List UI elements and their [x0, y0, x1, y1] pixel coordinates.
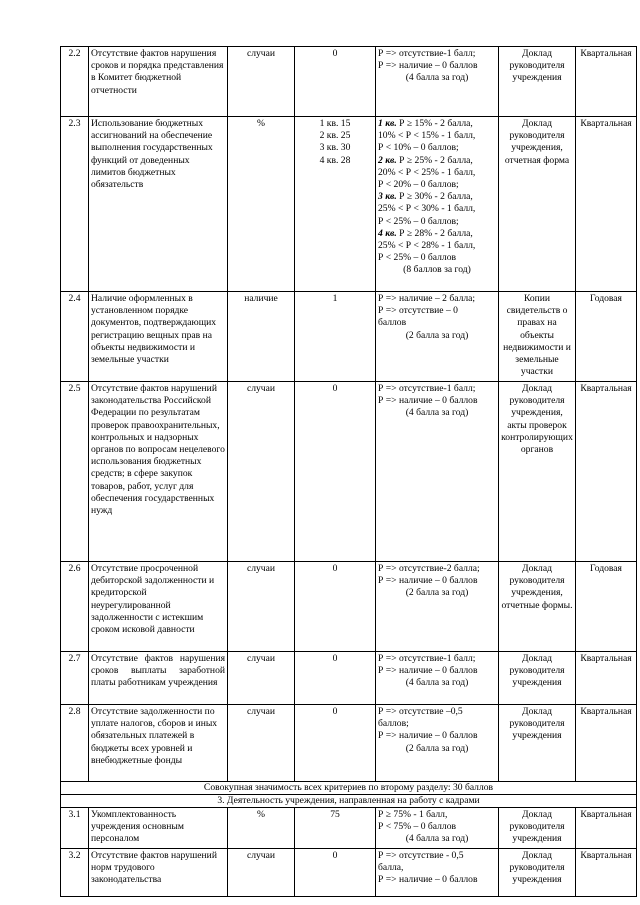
scoring-formula — [376, 292, 499, 382]
section3-heading: 3. Деятельность учреждения, направленная на работу с кадрами — [61, 795, 637, 808]
target-value — [295, 652, 376, 705]
formula-text: Р => наличие – 0 баллов — [378, 60, 478, 72]
table-row — [61, 562, 637, 652]
formula-line — [378, 330, 496, 342]
unit-cell: случаи — [228, 47, 295, 117]
formula-text: Р => наличие – 0 баллов — [378, 874, 478, 886]
target-value — [295, 562, 376, 652]
formula-text: Р ≥ 25% - 2 балла, — [396, 154, 473, 166]
scoring-formula — [376, 562, 499, 652]
criterion-text: Отсутствие просроченной дебиторской задолженности и кредиторской неурегулированной задолженности с истекшим сроком исковой давности — [89, 562, 228, 652]
formula-line — [378, 264, 496, 276]
criterion-text: Укомплектованность учреждения основным персоналом — [89, 808, 228, 849]
table-row — [61, 652, 637, 705]
formula-line — [378, 317, 496, 329]
scoring-formula — [376, 382, 499, 562]
formula-line — [378, 203, 496, 215]
formula-line — [378, 191, 496, 203]
formula-text: баллов; — [378, 718, 409, 730]
formula-line — [378, 216, 496, 228]
reporting-period: Квартальная — [576, 849, 637, 897]
table-row — [61, 849, 637, 897]
formula-line — [378, 48, 496, 60]
row-number: 2.7 — [61, 652, 89, 705]
formula-line — [378, 72, 496, 84]
formula-text: Р < 20% – 0 баллов; — [378, 179, 459, 191]
target-line: 0 — [332, 653, 338, 664]
unit-cell: случаи — [228, 705, 295, 782]
formula-text: Р => отсутствие-1 балл; — [378, 383, 476, 394]
table-row — [61, 705, 637, 782]
formula-text: Р => наличие – 2 балла; — [378, 293, 476, 304]
formula-text: (2 балла за год) — [405, 742, 469, 754]
formula-text: Р < 75% – 0 баллов — [378, 821, 457, 833]
formula-text: (4 балла за год) — [405, 677, 469, 689]
reporting-period: Годовая — [576, 292, 637, 382]
formula-line — [378, 653, 496, 665]
formula-line — [378, 155, 496, 167]
formula-line — [378, 833, 496, 845]
target-line: 0 — [332, 48, 338, 59]
unit-cell: случаи — [228, 562, 295, 652]
formula-text: Р => отсутствие-2 балла; — [378, 563, 480, 574]
formula-text: Р => отсутствие - 0,5 — [378, 850, 464, 861]
formula-line — [378, 383, 496, 395]
scoring-formula — [376, 47, 499, 117]
formula-line — [378, 730, 496, 742]
reporting-period: Квартальная — [576, 382, 637, 562]
formula-text: 25% < Р < 28% - 1 балл, — [378, 240, 476, 252]
formula-text: (4 балла за год) — [405, 72, 469, 84]
target-value — [295, 117, 376, 292]
unit-cell: случаи — [228, 849, 295, 897]
formula-text: балла, — [378, 862, 404, 874]
criterion-text: Наличие оформленных в установленном порядке документов, подтверждающих регистрацию вещных прав на объекты недвижимости и земельные участки — [89, 292, 228, 382]
formula-text: Р ≥ 75% - 1 балл, — [378, 809, 448, 820]
formula-text: (4 балла за год) — [405, 833, 469, 845]
criterion-text: Использование бюджетных ассигнований на обеспечение выполнения государственных функций от доведенных лимитов бюджетных обязательств — [89, 117, 228, 292]
scoring-formula — [376, 808, 499, 849]
formula-text: Р < 25% – 0 баллов — [378, 252, 457, 264]
row-number: 3.1 — [61, 808, 89, 849]
formula-line — [378, 395, 496, 407]
formula-line — [378, 677, 496, 689]
formula-line — [378, 587, 496, 599]
section2-total: Совокупная значимость всех критериев по второму разделу: 30 баллов — [61, 782, 637, 795]
formula-text: 25% < Р < 30% - 1 балл, — [378, 203, 476, 215]
target-line: 0 — [332, 563, 338, 574]
quarter-label: 2 кв. — [378, 154, 397, 166]
source-document: Доклад руководителя учреждения — [499, 652, 576, 705]
formula-line — [378, 179, 496, 191]
target-value — [295, 382, 376, 562]
formula-text: Р < 25% – 0 баллов; — [378, 215, 459, 227]
source-document: Доклад руководителя учреждения — [499, 808, 576, 849]
formula-text: Р ≥ 30% - 2 балла, — [396, 191, 473, 203]
formula-text: 10% < Р < 15% - 1 балл, — [378, 130, 476, 142]
row-number: 2.6 — [61, 562, 89, 652]
source-document: Копии свидетельств о правах на объекты недвижимости и земельные участки — [499, 292, 576, 382]
source-document: Доклад руководителя учреждения — [499, 705, 576, 782]
scoring-formula — [376, 705, 499, 782]
formula-line — [378, 706, 496, 718]
formula-line — [378, 809, 496, 821]
target-line: 4 кв. 28 — [319, 154, 351, 166]
scoring-formula — [376, 652, 499, 705]
formula-line — [378, 228, 496, 240]
formula-text: Р => наличие – 0 баллов — [378, 665, 478, 677]
unit-cell: % — [228, 117, 295, 292]
quarter-label: 1 кв. — [378, 118, 397, 129]
formula-line — [378, 874, 496, 886]
formula-line — [378, 252, 496, 264]
formula-line — [378, 862, 496, 874]
target-line: 1 — [332, 293, 338, 304]
formula-line — [378, 407, 496, 419]
formula-text: (2 балла за год) — [405, 587, 469, 599]
formula-text: Р ≥ 15% - 2 балла, — [396, 118, 473, 129]
unit-cell: случаи — [228, 652, 295, 705]
reporting-period: Квартальная — [576, 705, 637, 782]
reporting-period: Квартальная — [576, 47, 637, 117]
row-number: 2.5 — [61, 382, 89, 562]
formula-line — [378, 665, 496, 677]
formula-text: 20% < Р < 25% - 1 балл, — [378, 166, 476, 178]
row-number: 2.4 — [61, 292, 89, 382]
row-number: 2.2 — [61, 47, 89, 117]
formula-text: Р => наличие – 0 баллов — [378, 395, 478, 407]
formula-text: Р ≥ 28% - 2 балла, — [396, 227, 473, 239]
reporting-period: Квартальная — [576, 117, 637, 292]
formula-line — [378, 130, 496, 142]
unit-cell: случаи — [228, 382, 295, 562]
table-row — [61, 47, 637, 117]
formula-text: Р => наличие – 0 баллов — [378, 575, 478, 587]
formula-line — [378, 60, 496, 72]
formula-line — [378, 850, 496, 862]
table-row — [61, 808, 637, 849]
target-line: 75 — [330, 809, 340, 820]
formula-text: Р => отсутствие-1 балл; — [378, 48, 476, 59]
scoring-formula — [376, 117, 499, 292]
table-row — [61, 382, 637, 562]
target-line: 0 — [332, 706, 338, 717]
row-number: 2.8 — [61, 705, 89, 782]
source-document: Доклад руководителя учреждения — [499, 47, 576, 117]
target-line: 0 — [332, 850, 338, 861]
target-value — [295, 849, 376, 897]
formula-text: (4 балла за год) — [405, 407, 469, 419]
formula-text: Р => отсутствие-1 балл; — [378, 653, 476, 664]
formula-line — [378, 293, 496, 305]
criterion-text: Отсутствие фактов нарушения сроков выплаты заработной платы работникам учреждения — [89, 652, 228, 705]
reporting-period: Квартальная — [576, 808, 637, 849]
target-value — [295, 808, 376, 849]
formula-line — [378, 118, 496, 130]
quarter-label: 4 кв. — [378, 227, 397, 239]
reporting-period: Годовая — [576, 562, 637, 652]
formula-line — [378, 743, 496, 755]
criterion-text: Отсутствие фактов нарушения сроков и порядка представления в Комитет бюджетной отчетности — [89, 47, 228, 117]
formula-line — [378, 167, 496, 179]
target-line: 0 — [332, 383, 338, 394]
formula-text: Р => наличие – 0 баллов — [378, 730, 478, 742]
criteria-table — [60, 46, 637, 897]
scoring-formula — [376, 849, 499, 897]
target-line: 2 кв. 25 — [319, 130, 351, 142]
formula-line — [378, 305, 496, 317]
quarter-label: 3 кв. — [378, 191, 397, 203]
source-document: Доклад руководителя учреждения, отчетная форма — [499, 117, 576, 292]
formula-line — [378, 821, 496, 833]
target-value — [295, 47, 376, 117]
criterion-text: Отсутствие фактов нарушений законодательства Российской Федерации по результатам проверок правоохранительных, контрольных и надзорных органов по вопросам нецелевого использования бюджетных средств; в сфере закупок товаров, работ, услуг для обеспечения государственных нужд — [89, 382, 228, 562]
source-document: Доклад руководителя учреждения, акты проверок контролирующих органов — [499, 382, 576, 562]
formula-line — [378, 142, 496, 154]
reporting-period: Квартальная — [576, 652, 637, 705]
row-number: 3.2 — [61, 849, 89, 897]
source-document: Доклад руководителя учреждения, отчетные формы. — [499, 562, 576, 652]
target-line: 3 кв. 30 — [319, 142, 351, 154]
target-value — [295, 292, 376, 382]
criterion-text: Отсутствие фактов нарушений норм трудового законодательства — [89, 849, 228, 897]
formula-line — [378, 563, 496, 575]
formula-text: (2 балла за год) — [405, 329, 469, 341]
formula-text: Р => отсутствие – 0 — [378, 305, 458, 317]
table-row — [61, 292, 637, 382]
formula-text: Р => отсутствие –0,5 — [378, 706, 463, 717]
row-number: 2.3 — [61, 117, 89, 292]
formula-line — [378, 575, 496, 587]
formula-text: (8 баллов за год) — [403, 264, 471, 276]
formula-text: баллов — [378, 317, 407, 329]
target-line: 1 кв. 15 — [319, 118, 351, 129]
formula-line — [378, 718, 496, 730]
formula-line — [378, 240, 496, 252]
source-document: Доклад руководителя учреждения — [499, 849, 576, 897]
formula-text: Р < 10% – 0 баллов; — [378, 142, 459, 154]
table-row — [61, 117, 637, 292]
unit-cell: % — [228, 808, 295, 849]
criterion-text: Отсутствие задолженности по уплате налогов, сборов и иных обязательных платежей в бюджеты всех уровней и внебюджетные фонды — [89, 705, 228, 782]
target-value — [295, 705, 376, 782]
unit-cell: наличие — [228, 292, 295, 382]
